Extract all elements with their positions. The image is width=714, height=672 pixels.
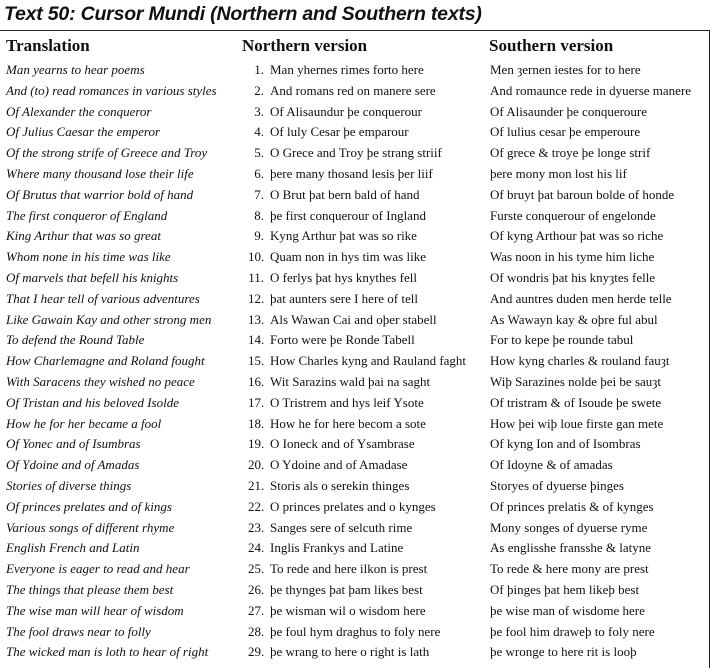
- table-row: [0, 455, 714, 476]
- southern-line: Furste conquerour of engelonde: [490, 207, 656, 223]
- translation-line: The wise man will hear of wisdom: [6, 602, 184, 618]
- northern-line: [248, 372, 430, 393]
- table-row: [0, 372, 714, 393]
- northern-text: þe foul hym draghus to foly nere: [270, 623, 441, 639]
- table-row: [0, 102, 714, 123]
- northern-line: [248, 247, 426, 268]
- northern-line: [248, 143, 442, 164]
- table-row: [0, 226, 714, 247]
- table-row: [0, 580, 714, 601]
- northern-text: O Tristrem and hys leif Ysote: [270, 394, 424, 410]
- translation-line: Of Brutus that warrior bold of hand: [6, 186, 194, 202]
- translation-line: Various songs of different rhyme: [6, 519, 175, 535]
- table-row: [0, 622, 714, 643]
- northern-text: O Grece and Troy þe strang striif: [270, 145, 442, 161]
- translation-line: Of Tristan and his beloved Isolde: [6, 394, 179, 410]
- table-row: [0, 247, 714, 268]
- line-number: 22.: [248, 498, 265, 514]
- northern-line: [248, 622, 440, 643]
- northern-line: [248, 642, 429, 663]
- northern-line: [248, 601, 426, 622]
- southern-line: Wiþ Sarazines nolde þei be sauȝt: [490, 373, 662, 389]
- table-row: [0, 414, 714, 435]
- northern-text: Quam non in hys tim was like: [270, 249, 426, 265]
- line-number: 13.: [248, 311, 265, 327]
- line-number: 17.: [248, 394, 265, 410]
- line-number: 19.: [248, 436, 265, 452]
- northern-line: [248, 102, 422, 123]
- northern-line: [248, 330, 415, 351]
- southern-line: Was noon in his tyme him liche: [490, 249, 655, 265]
- table-row: [0, 601, 714, 622]
- translation-line: Everyone is eager to read and hear: [6, 561, 190, 577]
- table-row: [0, 122, 714, 143]
- southern-line: For to kepe þe rounde tabul: [490, 332, 634, 348]
- page-title: Text 50: Cursor Mundi (Northern and Southern texts): [4, 3, 482, 25]
- southern-line: Storyes of dyuerse þinges: [490, 477, 624, 493]
- table-row: [0, 164, 714, 185]
- table-row: [0, 81, 714, 102]
- northern-text: þe thynges þat þam likes best: [270, 581, 423, 597]
- northern-line: [248, 122, 409, 143]
- northern-text: Wit Sarazins wald þai na saght: [270, 373, 431, 389]
- northern-text: To rede and here ilkon is prest: [270, 561, 428, 577]
- southern-line: Men ȝernen iestes for to here: [490, 62, 641, 77]
- line-number: 10.: [248, 249, 265, 265]
- table-row: [0, 393, 714, 414]
- northern-line: [248, 226, 417, 247]
- southern-line: Mony songes of dyuerse ryme: [490, 519, 648, 535]
- translation-line: Of Ydoine and of Amadas: [6, 457, 140, 473]
- translation-line: How he for her became a fool: [6, 415, 162, 431]
- table-row: [0, 642, 714, 663]
- northern-text: þe first conquerour of Ingland: [270, 207, 426, 223]
- line-number: 23.: [248, 519, 265, 535]
- northern-header: Northern version: [242, 36, 368, 55]
- table-row: [0, 518, 714, 539]
- northern-text: þere many thosand lesis þer liif: [270, 165, 433, 181]
- southern-line: þe wronge to here rit is looþ: [490, 644, 637, 660]
- northern-line: [248, 206, 426, 227]
- northern-line: [248, 518, 412, 539]
- table-row: [0, 330, 714, 351]
- line-number: 5.: [254, 145, 264, 161]
- line-number: 25.: [248, 561, 265, 577]
- southern-line: Of princes prelatis & of kynges: [490, 498, 654, 514]
- line-number: 29.: [248, 644, 265, 660]
- translation-line: Of marvels that befell his knights: [6, 269, 179, 285]
- line-number: 21.: [248, 477, 265, 493]
- northern-text: Als Wawan Cai and oþer stabell: [270, 311, 437, 327]
- line-number: 24.: [248, 540, 265, 556]
- northern-line: [248, 310, 437, 331]
- translation-line: English French and Latin: [6, 540, 140, 556]
- northern-text: O Ydoine and of Amadase: [270, 457, 408, 473]
- northern-text: Of Alisaundur þe conquerour: [270, 103, 422, 119]
- translation-line: Of Julius Caesar the emperor: [6, 124, 161, 140]
- translation-line: Man yearns to hear poems: [6, 62, 145, 77]
- translation-line: The fool draws near to folly: [6, 623, 151, 639]
- line-number: 11.: [248, 269, 264, 285]
- line-number: 18.: [248, 415, 265, 431]
- northern-line: [248, 538, 403, 559]
- southern-line: Of tristram & of Isoude þe swete: [490, 394, 662, 410]
- translation-line: Where many thousand lose their life: [6, 165, 194, 181]
- table-row: [0, 268, 714, 289]
- northern-text: þat aunters sere I here of tell: [270, 290, 418, 306]
- table-row: [0, 185, 714, 206]
- southern-line: And auntres duden men herde telle: [490, 290, 672, 306]
- northern-text: Kyng Arthur þat was so rike: [270, 228, 417, 244]
- northern-line: [248, 185, 419, 206]
- line-number: 14.: [248, 332, 265, 348]
- southern-line: Of kyng Arthour þat was so riche: [490, 228, 664, 244]
- northern-line: [248, 351, 466, 372]
- line-number: 9.: [254, 228, 264, 244]
- translation-line: Of Alexander the conqueror: [6, 103, 152, 119]
- line-number: 15.: [248, 353, 265, 369]
- northern-line: [248, 559, 427, 580]
- northern-text: Man yhernes rimes forto here: [270, 62, 424, 77]
- northern-line: [248, 476, 409, 497]
- translation-line: Of princes prelates and of kings: [6, 498, 172, 514]
- northern-text: And romans red on manere sere: [270, 82, 436, 98]
- northern-line: [248, 268, 417, 289]
- translation-line: Whom none in his time was like: [6, 249, 171, 265]
- line-number: 12.: [248, 290, 265, 306]
- southern-line: Of wondris þat his knyȝtes felle: [490, 269, 656, 285]
- southern-line: To rede & here mony are prest: [490, 561, 649, 577]
- northern-text: Forto were þe Ronde Tabell: [270, 332, 415, 348]
- northern-text: O Ioneck and of Ysambrase: [270, 436, 415, 452]
- line-number: 20.: [248, 457, 265, 473]
- table-row: [0, 143, 714, 164]
- southern-line: How kyng charles & rouland fauȝt: [490, 353, 670, 369]
- line-number: 26.: [248, 581, 265, 597]
- northern-line: [248, 434, 415, 455]
- line-number: 28.: [248, 623, 265, 639]
- southern-line: Of Alisaunder þe conqueroure: [490, 103, 648, 119]
- northern-line: [248, 60, 424, 81]
- southern-line: Of þinges þat hem likeþ best: [490, 581, 640, 597]
- southern-line: þere mony mon lost his lif: [490, 165, 627, 181]
- southern-line: As englisshe fransshe & latyne: [490, 540, 652, 556]
- northern-line: [248, 580, 423, 601]
- northern-text: Storis als o serekin thinges: [270, 477, 410, 493]
- translation-header: Translation: [6, 36, 90, 55]
- southern-line: How þei wiþ loue firste gan mete: [490, 415, 664, 431]
- table-row: [0, 289, 714, 310]
- line-number: 2.: [254, 82, 264, 98]
- translation-line: The wicked man is loth to hear of right: [6, 644, 209, 660]
- northern-text: How Charles kyng and Rauland faght: [270, 353, 467, 369]
- northern-line: [248, 497, 436, 518]
- northern-text: Inglis Frankys and Latine: [270, 540, 404, 556]
- table-row: [0, 310, 714, 331]
- translation-line: How Charlemagne and Roland fought: [6, 353, 205, 369]
- line-number: 6.: [254, 165, 264, 181]
- text-rows: [0, 60, 714, 663]
- southern-line: Of bruyt þat baroun bolde of honde: [490, 186, 675, 202]
- northern-text: O ferlys þat hys knythes fell: [270, 269, 417, 285]
- southern-line: þe fool him draweþ to foly nere: [490, 623, 655, 639]
- table-row: [0, 497, 714, 518]
- table-row: [0, 60, 714, 81]
- southern-line: Of kyng Ion and of Isombras: [490, 436, 641, 452]
- line-number: 1.: [254, 62, 264, 77]
- northern-text: þe wrang to here o right is lath: [270, 644, 430, 660]
- line-number: 8.: [254, 207, 264, 223]
- southern-line: Of Idoyne & of amadas: [490, 457, 613, 473]
- translation-line: The things that please them best: [6, 581, 174, 597]
- translation-line: The first conqueror of England: [6, 207, 168, 223]
- translation-line: With Saracens they wished no peace: [6, 373, 195, 389]
- southern-line: Of lulius cesar þe emperoure: [490, 124, 641, 140]
- northern-line: [248, 81, 436, 102]
- translation-line: To defend the Round Table: [6, 332, 145, 348]
- line-number: 7.: [254, 186, 264, 202]
- northern-line: [248, 393, 424, 414]
- northern-text: Of luly Cesar þe emparour: [270, 124, 409, 140]
- translation-line: Of the strong strife of Greece and Troy: [6, 145, 208, 161]
- northern-text: How he for here becom a sote: [270, 415, 426, 431]
- northern-line: [248, 414, 426, 435]
- northern-line: [248, 289, 418, 310]
- northern-text: Sanges sere of selcuth rime: [270, 519, 413, 535]
- northern-text: O Brut þat bern bald of hand: [270, 186, 420, 202]
- southern-line: As Wawayn kay & oþre ful abul: [490, 311, 658, 327]
- line-number: 27.: [248, 602, 265, 618]
- northern-text: O princes prelates and o kynges: [270, 498, 436, 514]
- translation-line: And (to) read romances in various styles: [6, 82, 217, 98]
- southern-line: þe wise man of wisdome here: [490, 602, 645, 618]
- table-row: [0, 559, 714, 580]
- southern-line: And romaunce rede in dyuerse manere: [490, 82, 692, 98]
- northern-text: þe wisman wil o wisdom here: [270, 602, 426, 618]
- table-row: [0, 351, 714, 372]
- line-number: 3.: [254, 103, 264, 119]
- translation-line: Like Gawain Kay and other strong men: [6, 311, 212, 327]
- table-row: [0, 206, 714, 227]
- table-row: [0, 476, 714, 497]
- table-row: [0, 538, 714, 559]
- translation-line: Stories of diverse things: [6, 477, 132, 493]
- northern-line: [248, 164, 433, 185]
- translation-line: King Arthur that was so great: [6, 228, 161, 244]
- translation-line: Of Yonec and of Isumbras: [6, 436, 141, 452]
- translation-line: That I hear tell of various adventures: [6, 290, 200, 306]
- southern-line: Of grece & troye þe longe strif: [490, 145, 651, 161]
- table-row: [0, 434, 714, 455]
- southern-header: Southern version: [489, 36, 614, 55]
- line-number: 16.: [248, 373, 265, 389]
- northern-line: [248, 455, 407, 476]
- line-number: 4.: [254, 124, 264, 140]
